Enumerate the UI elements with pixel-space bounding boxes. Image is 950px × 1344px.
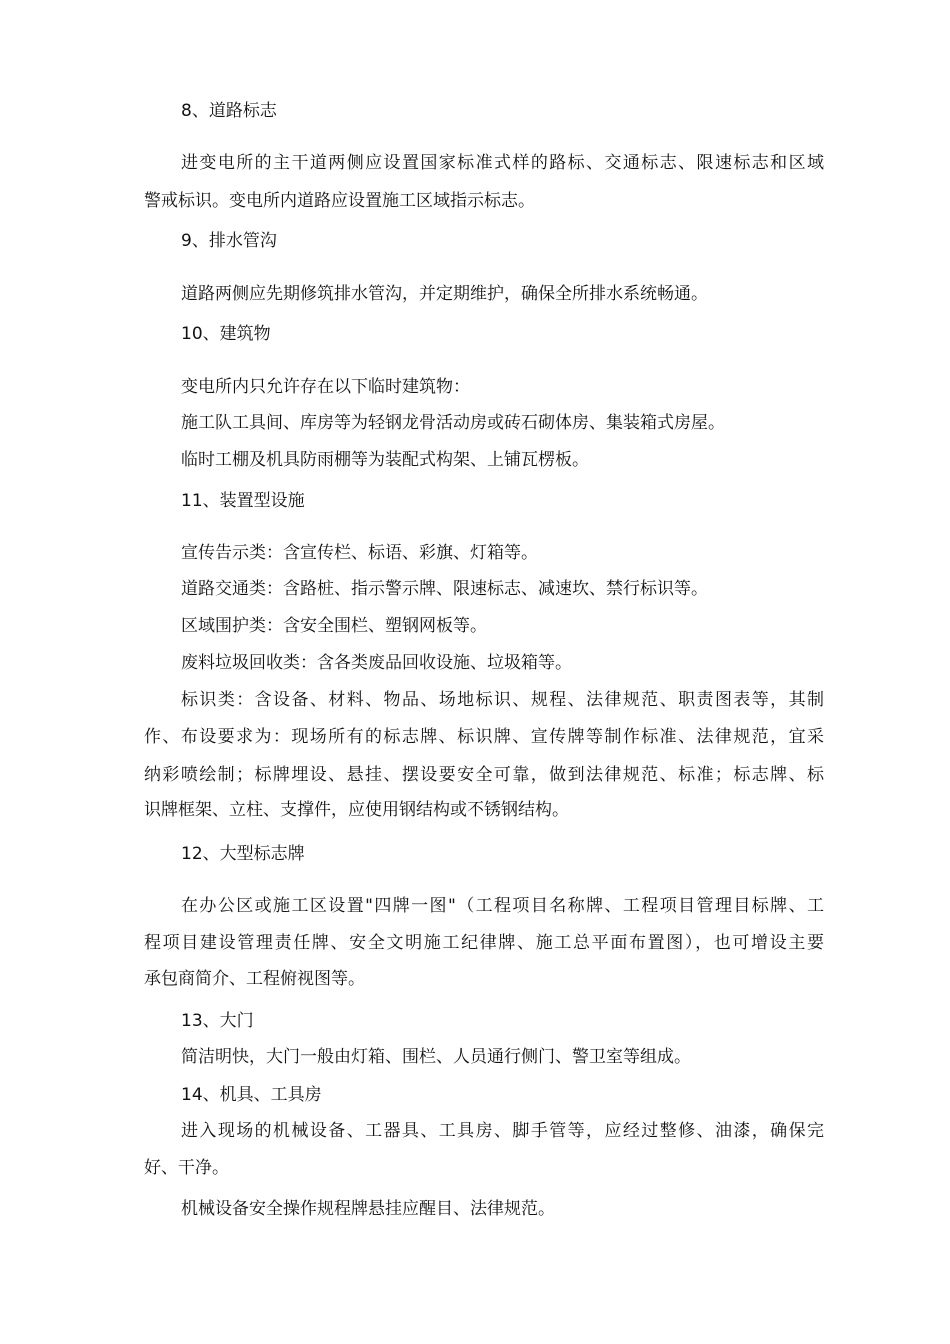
paragraph-line: 好、干净。 bbox=[144, 1158, 229, 1178]
paragraph-line: 承包商简介、工程俯视图等。 bbox=[144, 969, 365, 989]
paragraph-line: 机械设备安全操作规程牌悬挂应醒目、法律规范。 bbox=[181, 1199, 555, 1219]
heading-facilities: 11、装置型设施 bbox=[181, 491, 305, 511]
paragraph-line: 进入现场的机械设备、工器具、工具房、脚手管等，应经过整修、油漆，确保完 bbox=[181, 1121, 824, 1141]
paragraph-line: 区域围护类：含安全围栏、塑钢网板等。 bbox=[181, 616, 487, 636]
heading-gate: 13、大门 bbox=[181, 1011, 254, 1031]
heading-tool-room: 14、机具、工具房 bbox=[181, 1085, 322, 1105]
paragraph-line: 施工队工具间、库房等为轻钢龙骨活动房或砖石砌体房、集装箱式房屋。 bbox=[181, 413, 725, 433]
heading-road-signs: 8、道路标志 bbox=[181, 101, 277, 121]
paragraph-line: 程项目建设管理责任牌、安全文明施工纪律牌、施工总平面布置图），也可增设主要 bbox=[144, 933, 824, 953]
paragraph-line: 作、布设要求为：现场所有的标志牌、标识牌、宣传牌等制作标准、法律规范，宜采 bbox=[144, 727, 824, 747]
paragraph-line: 道路两侧应先期修筑排水管沟，并定期维护，确保全所排水系统畅通。 bbox=[181, 284, 708, 304]
paragraph-line: 警戒标识。变电所内道路应设置施工区域指示标志。 bbox=[144, 191, 535, 211]
paragraph-line: 宣传告示类：含宣传栏、标语、彩旗、灯箱等。 bbox=[181, 543, 538, 563]
paragraph-line: 识牌框架、立柱、支撑件，应使用钢结构或不锈钢结构。 bbox=[144, 800, 569, 820]
heading-drainage: 9、排水管沟 bbox=[181, 231, 277, 251]
paragraph-line: 临时工棚及机具防雨棚等为装配式构架、上铺瓦楞板。 bbox=[181, 450, 589, 470]
paragraph-line: 标识类：含设备、材料、物品、场地标识、规程、法律规范、职责图表等，其制 bbox=[181, 690, 824, 710]
paragraph-line: 变电所内只允许存在以下临时建筑物： bbox=[181, 377, 470, 397]
heading-buildings: 10、建筑物 bbox=[181, 324, 271, 344]
paragraph-line: 废料垃圾回收类：含各类废品回收设施、垃圾箱等。 bbox=[181, 653, 572, 673]
paragraph-line: 纳彩喷绘制；标牌埋设、悬挂、摆设要安全可靠，做到法律规范、标准；标志牌、标 bbox=[144, 765, 824, 785]
paragraph-line: 在办公区或施工区设置"四牌一图"（工程项目名称牌、工程项目管理目标牌、工 bbox=[181, 896, 824, 916]
heading-large-signboards: 12、大型标志牌 bbox=[181, 844, 305, 864]
paragraph-line: 道路交通类：含路桩、指示警示牌、限速标志、减速坎、禁行标识等。 bbox=[181, 579, 708, 599]
paragraph-line: 进变电所的主干道两侧应设置国家标准式样的路标、交通标志、限速标志和区域 bbox=[181, 153, 824, 173]
paragraph-line: 简洁明快，大门一般由灯箱、围栏、人员通行侧门、警卫室等组成。 bbox=[181, 1047, 691, 1067]
